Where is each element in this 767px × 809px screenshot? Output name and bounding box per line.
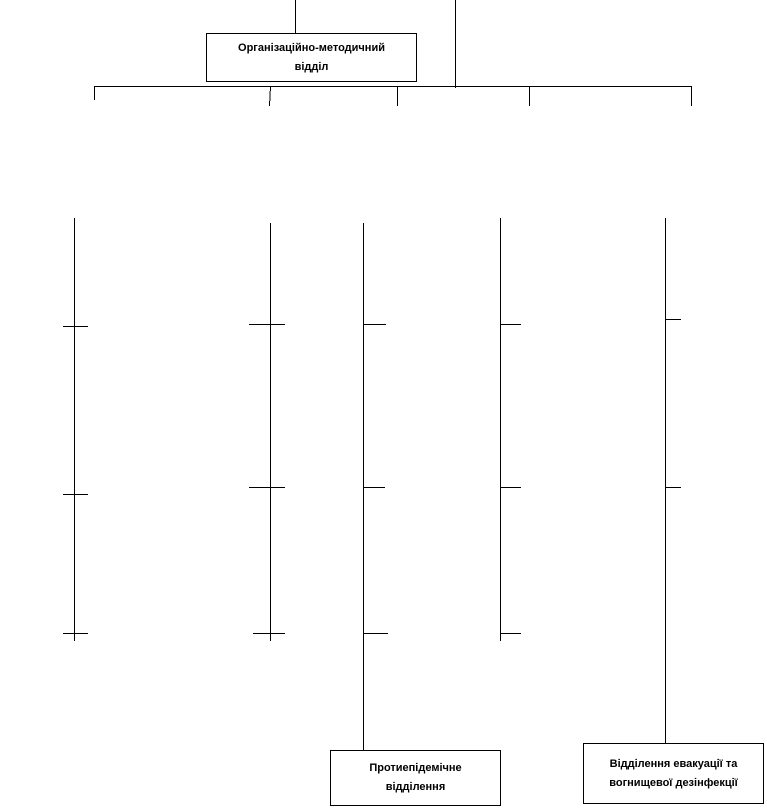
evacuation-dept-label-line2: вогнищевої дезінфекції	[609, 776, 738, 789]
evacuation-dept-label-line1: Відділення евакуації та	[609, 757, 738, 770]
antiepidemic-dept-label-line1: Протиепідемічне	[369, 762, 462, 774]
bus-drop-2	[270, 86, 271, 106]
org-method-dept-box	[206, 33, 417, 82]
column-3-branch	[364, 223, 389, 750]
antiepidemic-dept-box	[330, 750, 501, 806]
column-2-branch	[249, 223, 285, 641]
org-method-dept-label-line1: Організаційно-методичний	[238, 41, 385, 54]
org-method-dept-label-line2: відділ	[294, 60, 329, 73]
column-5-branch	[666, 218, 682, 743]
evacuation-dept-box	[583, 743, 764, 804]
column-1-branch	[63, 218, 88, 641]
antiepidemic-dept-label-line2: відділення	[385, 781, 446, 793]
column-4-branch	[501, 218, 522, 641]
